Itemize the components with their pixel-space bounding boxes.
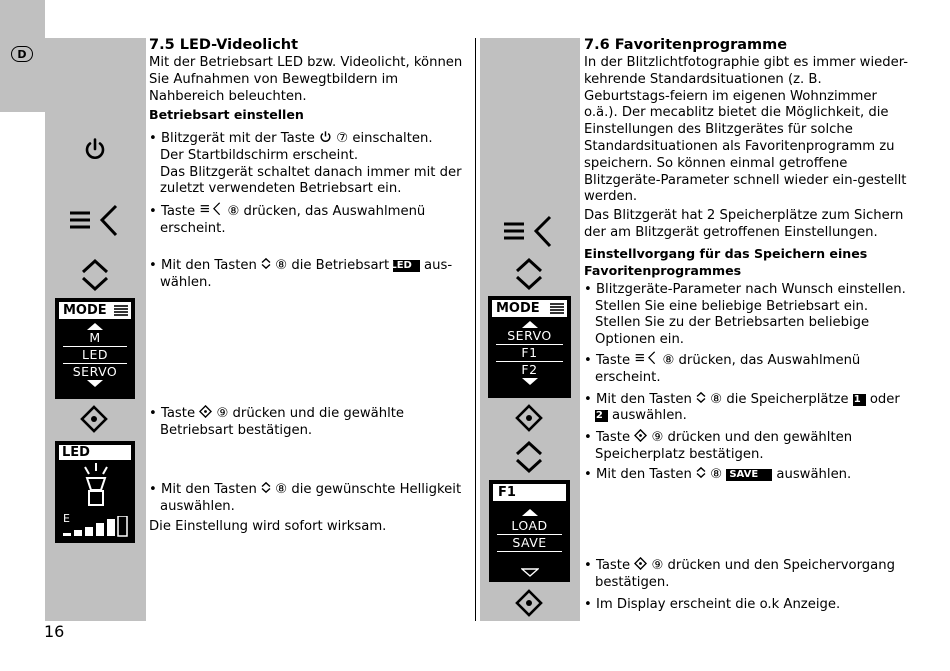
key-number: ⑦ (336, 131, 349, 146)
step-text: Blitzgerät mit der Taste (160, 131, 315, 146)
power-icon (83, 137, 107, 161)
step-text: Taste (595, 352, 631, 368)
mode-item-selected: LED (63, 346, 127, 364)
step-text: Taste (160, 406, 196, 421)
step-text: aus- wählen. (160, 258, 453, 290)
key-number: ⑨ (651, 558, 664, 573)
right-step-final (584, 557, 910, 613)
display-mode-header: MODE (63, 303, 107, 318)
step-text: Taste (595, 558, 631, 573)
step-text: • Im Display erscheint die o.k Anzeige. (584, 597, 910, 614)
step-text: Taste (160, 204, 196, 219)
menu-back-icon (502, 215, 556, 249)
left-step-2 (149, 202, 471, 238)
step-text: auswählen. (612, 408, 687, 424)
video-light-icon (79, 463, 113, 509)
step-text: die Betriebsart (291, 258, 390, 273)
mode-item: F2 (521, 362, 538, 377)
key-number: ⑧ (275, 482, 288, 497)
scroll-up-icon (522, 509, 538, 516)
mode-item: M (89, 330, 101, 345)
scroll-up-icon (522, 321, 538, 328)
brightness-bars (61, 516, 131, 538)
step-text: drücken, das Auswahlmenü erscheint. (595, 352, 861, 385)
display-led-header: LED (59, 445, 131, 460)
menu-back-icon (199, 202, 223, 216)
step-text: auswählen. (776, 466, 852, 482)
up-down-arrows-icon (696, 391, 706, 404)
set-button-icon (634, 429, 647, 442)
list-icon (550, 303, 564, 314)
step-text: drücken, das Auswahlmenü erscheint. (160, 204, 426, 236)
step-text: Mit den Tasten (595, 466, 692, 482)
up-down-arrows-icon (514, 440, 544, 474)
right-column (584, 36, 910, 484)
left-step-1 (149, 130, 471, 198)
page-number: 16 (44, 622, 65, 641)
up-down-arrows-icon (261, 481, 271, 494)
f1-badge: F1 (853, 394, 866, 406)
step-text: Mit den Tasten (595, 391, 692, 407)
intro-paragraph: Mit der Betriebsart LED bzw. Videolicht, können Sie Aufnahmen von Bewegtbildern im Nahbereich beleuchten. (149, 55, 463, 104)
column-divider (475, 38, 476, 621)
subheading: Einstellvorgang für das Speichern eines Favoritenprogrammes (584, 245, 868, 278)
key-number: ⑧ (227, 204, 240, 219)
left-step-5 (149, 481, 471, 535)
display-mode-right (488, 296, 571, 398)
up-down-arrows-icon (80, 258, 110, 292)
menu-back-icon (634, 351, 658, 365)
key-number: ⑧ (662, 352, 675, 368)
set-button-icon (199, 405, 212, 418)
up-down-arrows-icon (514, 257, 544, 291)
display-f1-header: F1 (493, 484, 566, 501)
up-down-arrows-icon (696, 466, 706, 479)
intro-paragraph: In der Blitzlichtfotographie gibt es immer wieder-kehrende Standardsituationen (z. B. Geburtstags-feiern im eigenen Wohnzimmer o.ä.). Der mecablitz bietet die Möglichkeit, die Einstellungen des Blitzgerätes für solche Standardsituationen als Favoritenprogramm zu speichern. So können einmal getroffene Blitzgeräte-Parameter schnell wieder ein-gestellt werden. (584, 55, 909, 205)
subheading: Betriebsart einstellen (149, 107, 304, 123)
brightness-scale-label: E (63, 512, 70, 525)
intro-paragraph-2: Das Blitzgerät hat 2 Speicherplätze zum Sichern der am Blitzgerät getroffenen Einstellungen. (584, 208, 904, 240)
display-f1 (489, 480, 570, 582)
set-button-icon (515, 589, 543, 617)
section-title: 7.5 LED-Videolicht (149, 37, 299, 53)
mode-item: SERVO (507, 328, 552, 343)
step-text: Stellen Sie eine beliebige Betriebsart ein. (595, 298, 869, 314)
left-step-4 (149, 405, 471, 440)
up-down-arrows-icon (261, 257, 271, 270)
scroll-down-icon (522, 378, 538, 385)
mode-item-selected: F1 (496, 344, 563, 362)
step-text: Stellen Sie zu der Betriebsarten beliebige Optionen ein. (595, 315, 870, 348)
list-icon (114, 305, 128, 316)
save-badge: SAVE (726, 469, 772, 481)
left-step-3 (149, 257, 471, 292)
f1-item: LOAD (511, 518, 548, 533)
key-number: ⑧ (710, 391, 723, 407)
scroll-down-outline-icon (521, 568, 539, 577)
closing-text: Die Einstellung wird sofort wirksam. (149, 518, 387, 534)
scroll-up-icon (87, 323, 103, 330)
display-mode-header: MODE (496, 301, 540, 316)
step-text: einschalten. (352, 131, 433, 146)
key-number: ⑨ (216, 406, 229, 421)
menu-back-icon (68, 204, 122, 238)
left-column (149, 36, 471, 124)
key-number: ⑧ (275, 258, 288, 273)
power-icon (319, 130, 332, 143)
display-mode-left (55, 298, 135, 399)
set-button-icon (80, 405, 108, 433)
step-text: drücken und den Speichervorgang bestätigen. (595, 558, 895, 590)
set-button-icon (515, 404, 543, 432)
step-text: die Speicherplätze (726, 391, 849, 407)
led-badge: LED (393, 260, 420, 272)
step-text: drücken und den gewählten Speicherplatz bestätigen. (595, 430, 853, 462)
key-number: ⑧ (710, 466, 723, 482)
step-text: Taste (595, 430, 631, 446)
f1-item-selected: SAVE (497, 534, 562, 552)
step-text: Das Blitzgerät schaltet danach immer mit der zuletzt verwendeten Betriebsart ein. (160, 164, 462, 197)
step-text: Der Startbildschirm erscheint. (160, 147, 359, 163)
scroll-down-icon (87, 380, 103, 387)
f2-badge: F2 (595, 410, 608, 422)
step-text: drücken und die gewählte Betriebsart bestätigen. (160, 406, 405, 438)
step-text: Mit den Tasten (160, 258, 257, 273)
step-text: oder (869, 391, 900, 407)
display-led (55, 441, 135, 543)
step-text: die gewünschte Helligkeit auswählen. (160, 482, 462, 514)
language-badge: D (11, 46, 33, 62)
step-text: Mit den Tasten (160, 482, 257, 497)
step-text: • Blitzgeräte-Parameter nach Wunsch einstellen. (584, 282, 910, 299)
key-number: ⑨ (651, 430, 664, 446)
mode-item: SERVO (72, 364, 118, 379)
set-button-icon (634, 557, 647, 570)
section-title: 7.6 Favoritenprogramme (584, 37, 788, 53)
